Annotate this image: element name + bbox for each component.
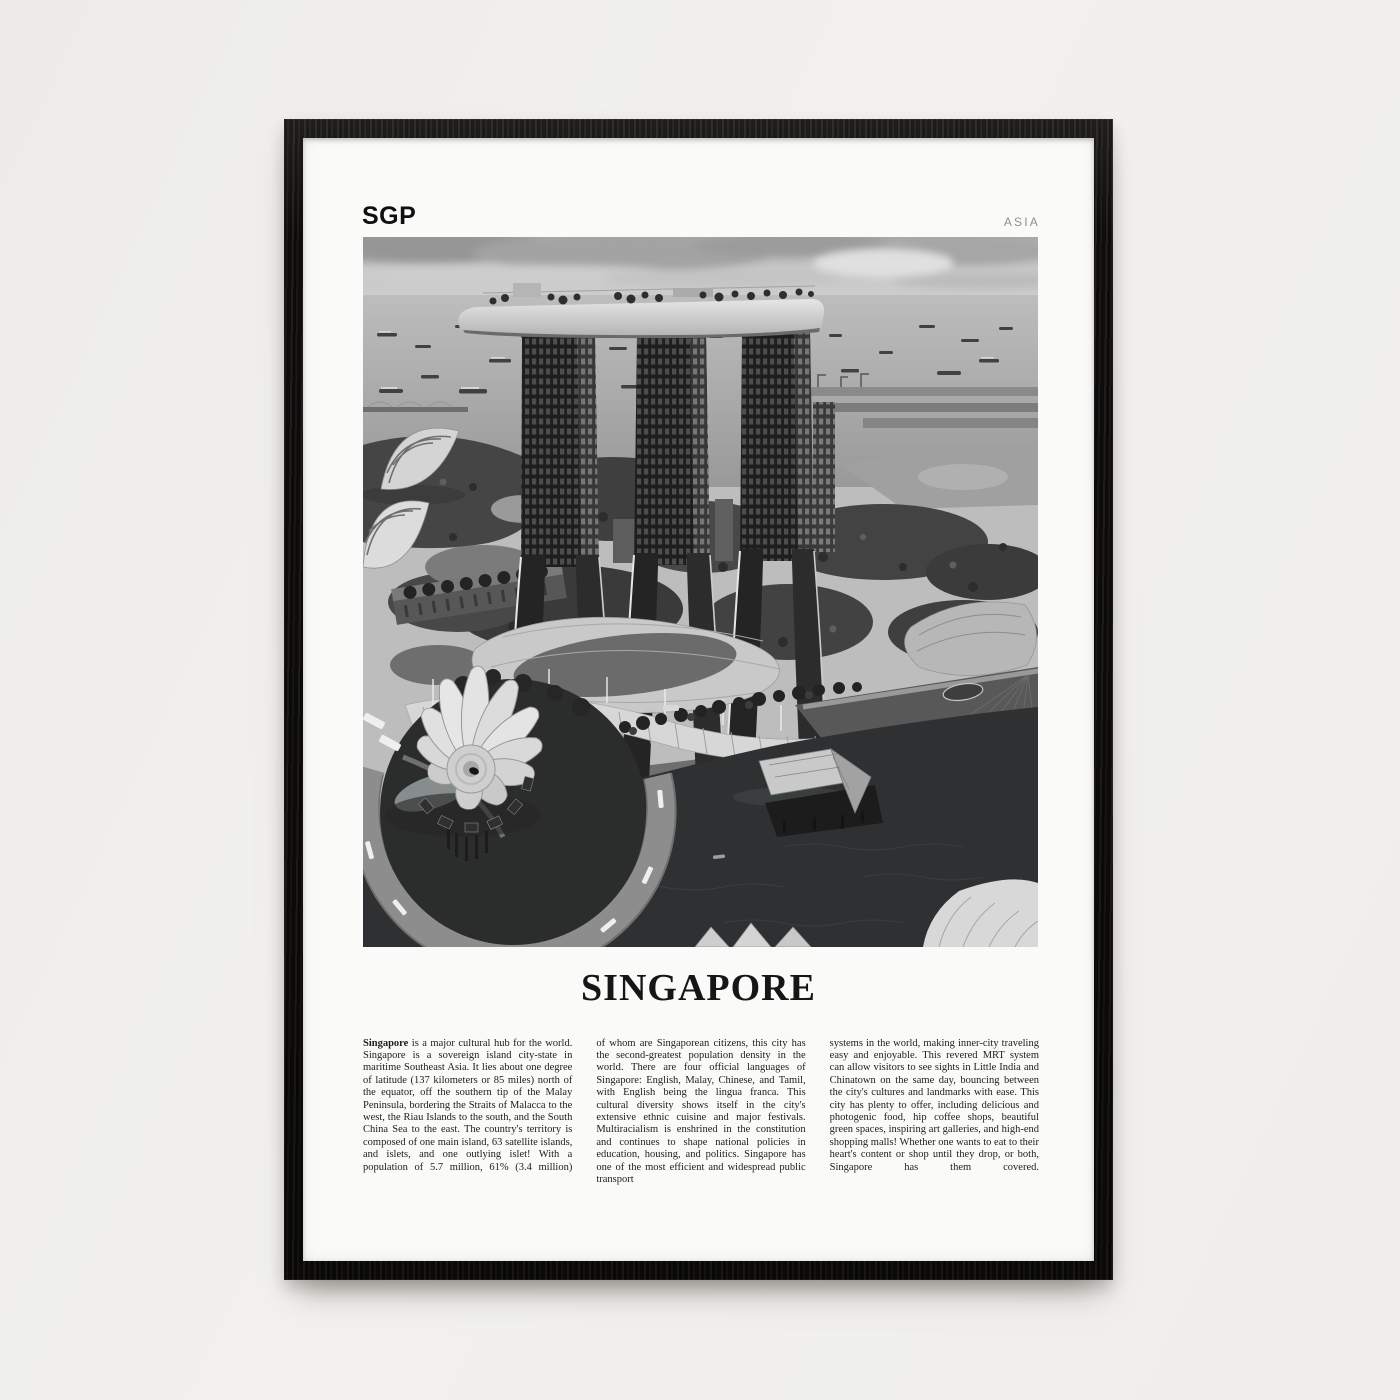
region-label: ASIA (1003, 215, 1040, 229)
body-column (830, 1038, 1039, 1187)
body-column-text: is a major cultural hub for the world. Singapore is a sovereign island city-state in maritime Southeast Asia. It lies about one degree of latitude (137 kilometers or 85 miles) north of the equator, off the southern tip of the Malay Peninsula, bordering the Straits of Malacca to the west, the Riau Islands to the south, and the South China Sea to the east. The country's territory is composed of one main island, 63 satellite islands, and islets, and one outlying islet! With a population of 5.7 million, 61% (3.4 million) (363, 1037, 573, 1173)
body-column-text: systems in the world, making inner-city traveling easy and enjoyable. This revered MRT system can allow visitors to see sights in Little India and Chinatown on the same day, bouncing between the city's cultures and landmarks with ease. This city has plenty to offer, including delicious and photogenic food, hip coffee shops, beautiful green spaces, inspiring art galleries, and high-end shopping malls! Whether one wants to eat to their heart's content or shop until they drop, or both, Singapore has them covered. (829, 1037, 1039, 1173)
poster-title: SINGAPORE (581, 967, 816, 1009)
poster-photo (363, 237, 1038, 947)
marina-bay-sands-photo-illustration (363, 237, 1038, 947)
country-code-label: SGP (362, 202, 417, 230)
body-column-lead: Singapore (363, 1037, 409, 1049)
body-column (363, 1038, 572, 1187)
body-column (596, 1038, 805, 1187)
poster-paper (303, 138, 1094, 1261)
picture-frame (284, 119, 1113, 1280)
body-column-text: of whom are Singaporean citizens, this city has the second-greatest population density in the world. There are four official languages of Singapore: English, Malay, Chinese, and Tamil, with English being the lingua franca. This cultural diversity shows itself in the city's extensive ethnic cuisine and major festivals. Multiracialism is enshrined in the constitution and continues to shape national policies in education, housing, and politics. Singapore has one of the most efficient and widespread public transport (596, 1037, 806, 1185)
poster-body (363, 1027, 1039, 1197)
